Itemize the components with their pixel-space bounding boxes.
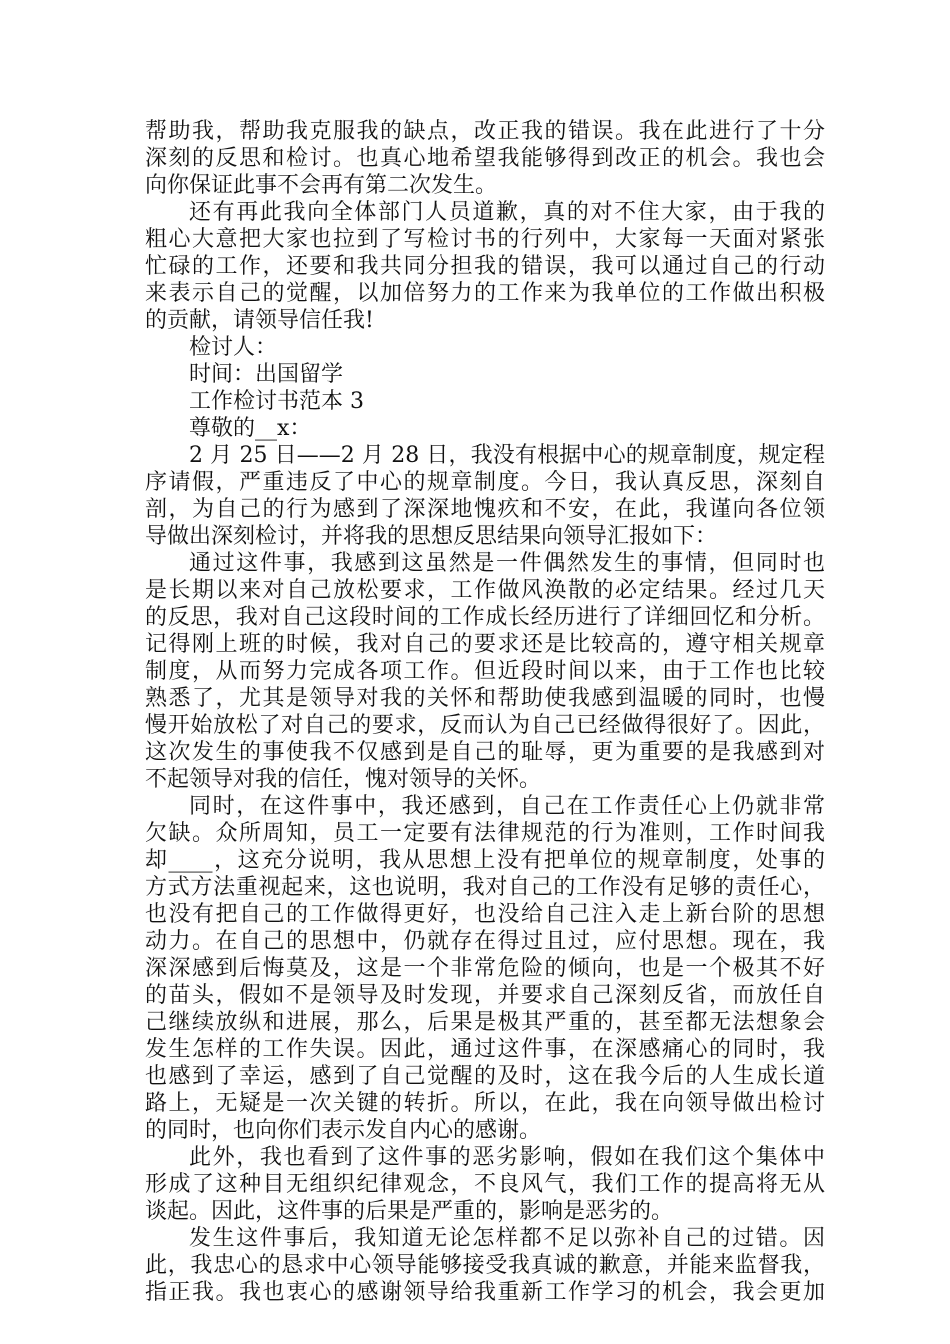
text-line: 通过这件事，我感到这虽然是一件偶然发生的事情，但同时也 bbox=[189, 551, 825, 576]
text-line: 的反思，我对自己这段时间的工作成长经历进行了详细回忆和分析。 bbox=[145, 605, 825, 630]
text-line: 的同时，也向你们表示发自内心的感谢。 bbox=[145, 1118, 542, 1143]
text-line: 的贡献，请领导信任我! bbox=[145, 308, 374, 333]
text-line: 也没有把自己的工作做得更好，也没给自己注入走上新台阶的思想 bbox=[145, 902, 825, 927]
text-line: 剖，为自己的行为感到了深深地愧疚和不安，在此，我谨向各位领 bbox=[145, 497, 825, 522]
text-line: 深深感到后悔莫及，这是一个非常危险的倾向，也是一个极其不好 bbox=[145, 956, 825, 981]
text-line: 检讨人： bbox=[189, 335, 278, 360]
text-line: 也感到了幸运，感到了自己觉醒的及时，这在我今后的人生成长道 bbox=[145, 1064, 825, 1089]
text-line: 形成了这种目无组织纪律观念，不良风气，我们工作的提高将无从 bbox=[145, 1172, 825, 1197]
text-line: 序请假，严重违反了中心的规章制度。今日，我认真反思，深刻自 bbox=[145, 470, 825, 495]
text-line: 记得刚上班的时候，我对自己的要求还是比较高的，遵守相关规章 bbox=[145, 632, 825, 657]
text-line: 制度，从而努力完成各项工作。但近段时间以来，由于工作也比较 bbox=[145, 659, 825, 684]
text-line: 2 月 25 日——2 月 28 日，我没有根据中心的规章制度，规定程 bbox=[189, 443, 825, 468]
text-line: 发生这件事后，我知道无论怎样都不足以弥补自己的过错。因 bbox=[189, 1226, 825, 1251]
text-line: 发生怎样的工作失误。因此，通过这件事，在深感痛心的同时，我 bbox=[145, 1037, 825, 1062]
text-line: 慢开始放松了对自己的要求，反而认为自己已经做得很好了。因此， bbox=[145, 713, 825, 738]
text-line: 己继续放纵和进展，那么，后果是极其严重的，甚至都无法想象会 bbox=[145, 1010, 825, 1035]
text-line: 尊敬的__x： bbox=[189, 416, 312, 441]
text-line: 帮助我，帮助我克服我的缺点，改正我的错误。我在此进行了十分 bbox=[145, 119, 825, 144]
text-line: 还有再此我向全体部门人员道歉，真的对不住大家，由于我的 bbox=[189, 200, 825, 225]
text-line: 却____，这充分说明，我从思想上没有把单位的规章制度，处事的 bbox=[145, 848, 825, 873]
text-line: 不起领导对我的信任，愧对领导的关怀。 bbox=[145, 767, 542, 792]
text-line: 来表示自己的觉醒，以加倍努力的工作来为我单位的工作做出积极 bbox=[145, 281, 825, 306]
text-line: 动力。在自己的思想中，仍就存在得过且过，应付思想。现在，我 bbox=[145, 929, 825, 954]
text-line: 同时，在这件事中，我还感到，自己在工作责任心上仍就非常 bbox=[189, 794, 825, 819]
text-line: 这次发生的事使我不仅感到是自己的耻辱，更为重要的是我感到对 bbox=[145, 740, 825, 765]
text-line: 欠缺。众所周知，员工一定要有法律规范的行为准则，工作时间我 bbox=[145, 821, 825, 846]
text-line: 工作检讨书范本 3 bbox=[189, 389, 364, 414]
text-line: 时间：出国留学 bbox=[189, 362, 344, 387]
text-line: 此外，我也看到了这件事的恶劣影响，假如在我们这个集体中 bbox=[189, 1145, 825, 1170]
text-line: 粗心大意把大家也拉到了写检讨书的行列中，大家每一天面对紧张 bbox=[145, 227, 825, 252]
text-line: 深刻的反思和检讨。也真心地希望我能够得到改正的机会。我也会 bbox=[145, 146, 825, 171]
text-line: 熟悉了，尤其是领导对我的关怀和帮助使我感到温暖的同时，也慢 bbox=[145, 686, 825, 711]
text-line: 谈起。因此，这件事的后果是严重的，影响是恶劣的。 bbox=[145, 1199, 674, 1224]
text-line: 向你保证此事不会再有第二次发生。 bbox=[145, 173, 498, 198]
text-line: 路上，无疑是一次关键的转折。所以，在此，我在向领导做出检讨 bbox=[145, 1091, 825, 1116]
text-line: 指正我。我也衷心的感谢领导给我重新工作学习的机会，我会更加 bbox=[145, 1280, 825, 1305]
document-body bbox=[145, 118, 825, 1306]
text-line: 导做出深刻检讨，并将我的思想反思结果向领导汇报如下： bbox=[145, 524, 718, 549]
text-line: 的苗头，假如不是领导及时发现，并要求自己深刻反省，而放任自 bbox=[145, 983, 825, 1008]
text-line: 忙碌的工作，还要和我共同分担我的错误，我可以通过自己的行动 bbox=[145, 254, 825, 279]
text-line: 此，我忠心的恳求中心领导能够接受我真诚的歉意，并能来监督我， bbox=[145, 1253, 825, 1278]
text-line: 是长期以来对自己放松要求，工作做风涣散的必定结果。经过几天 bbox=[145, 578, 825, 603]
text-line: 方式方法重视起来，这也说明，我对自己的工作没有足够的责任心， bbox=[145, 875, 825, 900]
